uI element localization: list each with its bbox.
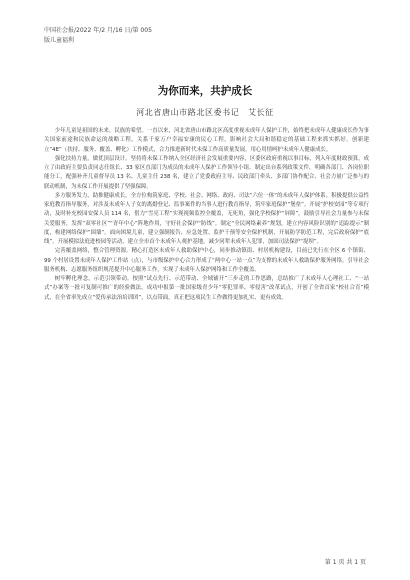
paragraph: 完善覆盖网络，整合管理资源。精心打造区未成年人救助保护中心，同步推动镇街、村居机构建设，目前已先行在全区 6 个镇街、99 个村居设置未成年人保护工作站（点），与市级保护中心合力形成了“两中心一站一点”为支撑的未成年人救助保护服务网络。引导社会服务机构、志愿服务组织规范提升中心服务工作，实现了未成年人保护网络和工作全覆盖。 [44,248,369,273]
paragraph: 强化扶持力量，做优顶层设计。坚持将未保工作纳入全区经济社会发展重要内容，区委区政府重视以事目标，列入年度财政预算，成立了由政府主要负责同志任组长、33 家区直部门为成员的未成年人保护工作领导小组。制定出台系列政策文件，明确各部门、各岗位职能分工，配强补齐儿童督导员 13 名、儿童主任 238 名，建立了党委政府主导、民政部门牵头、多部门协作配合、社会力量广泛参与的联动机制，为未保工作开展提供了坚强保障。 [44,155,369,190]
source-line-1: 中国社会报/2022 年/2 月/16 日/第 005 [44,27,152,34]
page-number: 第 1 页 共 1 页 [324,559,366,566]
source-line-2: 版儿童福利 [44,36,75,44]
source-info [44,26,152,45]
paragraph: 多方服务发力，助推健康成长。全方位构筑家庭、学校、社会、网络、政府、司法“六位一体”的未成年人保护体系。积极提供公益性家庭教育指导服务，对涉及未成年人子女的离婚登记、监事案件的当事人进行教育指导，筑牢家庭保护“堡垒”。开展“护校安园”等专项行动，及时补充校园安保人员 114 名，借力“雪亮工程”实现视频监控全覆盖，无死角，强化学校保护“屏障”。鼓励引导社会力量参与未保关爱服务，发挥“双零社区”“青年中心”阵地作用，守好社会保护“防线”。制定“全民网络素养”规划，建立内容风险识别的“追踪提示”制度，构建网络保护“围墙”。面向困境儿童，建立强制报告、应急处置、监护干预等安全保护机制，开展防学防范工程，完后政府保护“底线”。开展模拟法庭进校园等活动，建立全市首个未成年人观护基地，减少同辈未成年人犯罪，加固司法保护“堤坝”。 [44,192,369,245]
article-body [44,127,369,303]
article-title: 为你而来，共护成长 [157,85,253,97]
paragraph: 树牢孵化理念，示范引领带动。按照“试点先行、示范带动、全域铺开”三步走的工作思路，总结推广了未成年人心理社工、“一站式”办案等一批可复制可推广的经验做法，成功申报第一批国家级青少年“零犯罪率、零侵害”改革试点，开创了全省首家“校社合育”模式，在全省率先成立“爱传承法治培训团”，以点带面，真正把这项民生工作做得更加扎实、更有成效。 [44,276,369,301]
paragraph: 少年儿童是祖国的未来，民族的希望。一直以来，河北省唐山市路北区高度重视未成年人保护工作，始终把未成年人健康成长作为事关国家前途和民族命运的战略工程，关系千家万户幸福安康的民心工程，影响社会大局和谐稳定的基础工程来抓实抓好。创新建立“4E”（扶持、服务、覆盖、孵化）工作模式，合力推进新时代未保工作高质量发展，用心用情呵护未成年人健康成长。 [44,128,369,153]
article-author: 河北省唐山市路北区委书记 艾长征 [136,108,274,117]
